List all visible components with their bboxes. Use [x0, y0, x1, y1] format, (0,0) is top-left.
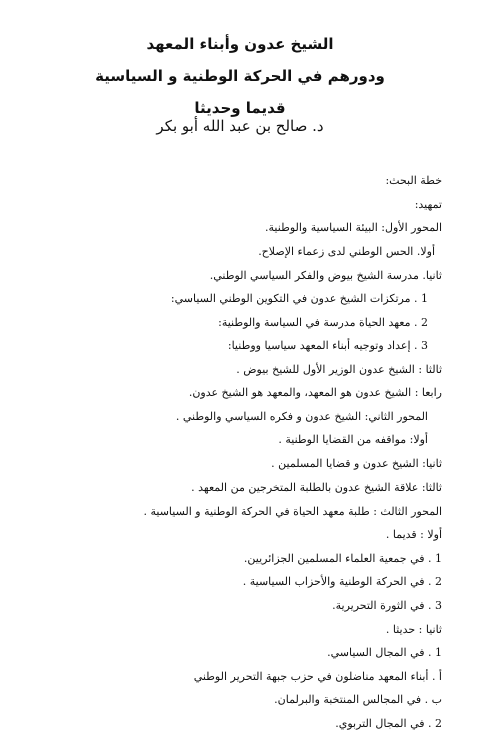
outline-item: المحور الأول: البيئة السياسية والوطنية.: [265, 221, 442, 234]
outline-item: 2 . في المجال التربوي.: [335, 717, 442, 730]
outline-item: 1 . في جمعية العلماء المسلمين الجزائريين.: [243, 552, 442, 565]
outline-heading: خطة البحث:: [385, 174, 442, 187]
title-line-3: قديما وحديثا: [194, 99, 286, 117]
title-line-1: الشيخ عدون وأبناء المعهد: [146, 35, 334, 53]
outline-item: 1 . مرتكزات الشيخ عدون في التكوين الوطني السياسي:: [170, 292, 428, 305]
outline-item: أولا. الحس الوطني لدى زعماء الإصلاح.: [258, 245, 435, 258]
outline-item: ب . في المجالس المنتخبة والبرلمان.: [274, 693, 442, 706]
outline-item: 3 . إعداد وتوجيه أبناء المعهد سياسيا ووطنيا:: [227, 339, 428, 352]
outline-item: 2 . معهد الحياة مدرسة في السياسة والوطنية:: [218, 316, 428, 329]
outline-item: 2 . في الحركة الوطنية والأحزاب السياسية .: [242, 575, 442, 588]
outline-item: أولا : قديما .: [385, 528, 442, 541]
outline-item: ثالثا: علاقة الشيخ عدون بالطلبة المتخرجين من المعهد .: [191, 481, 442, 494]
outline-item: أولا: مواقفه من القضايا الوطنية .: [278, 433, 428, 446]
outline-item: أ . أبناء المعهد مناضلون في حزب جبهة التحرير الوطني: [193, 670, 442, 683]
outline-item: ثانيا: الشيخ عدون و قضايا المسلمين .: [271, 457, 442, 470]
outline-item: ثانيا. مدرسة الشيخ بيوض والفكر السياسي الوطني.: [209, 269, 442, 282]
outline-item: المحور الثالث : طلبة معهد الحياة في الحركة الوطنية و السياسية .: [143, 505, 442, 518]
author-name: د. صالح بن عبد الله أبو بكر: [156, 117, 324, 135]
outline-item: 3 . في الثورة التحريرية.: [332, 599, 442, 612]
outline-item: ثالثا : الشيخ عدون الوزير الأول للشيخ بيوض .: [236, 363, 442, 376]
outline-item: المحور الثاني: الشيخ عدون و فكره السياسي والوطني .: [175, 410, 428, 423]
outline-item: ثانيا : حديثا .: [385, 623, 442, 636]
title-line-2: ودورهم في الحركة الوطنية و السياسية: [95, 67, 385, 85]
title-block: [0, 28, 480, 124]
outline-item: تمهيد:: [414, 198, 442, 211]
outline-item: 1 . في المجال السياسي.: [327, 646, 442, 659]
outline-item: رابعا : الشيخ عدون هو المعهد، والمعهد هو الشيخ عدون.: [188, 386, 442, 399]
